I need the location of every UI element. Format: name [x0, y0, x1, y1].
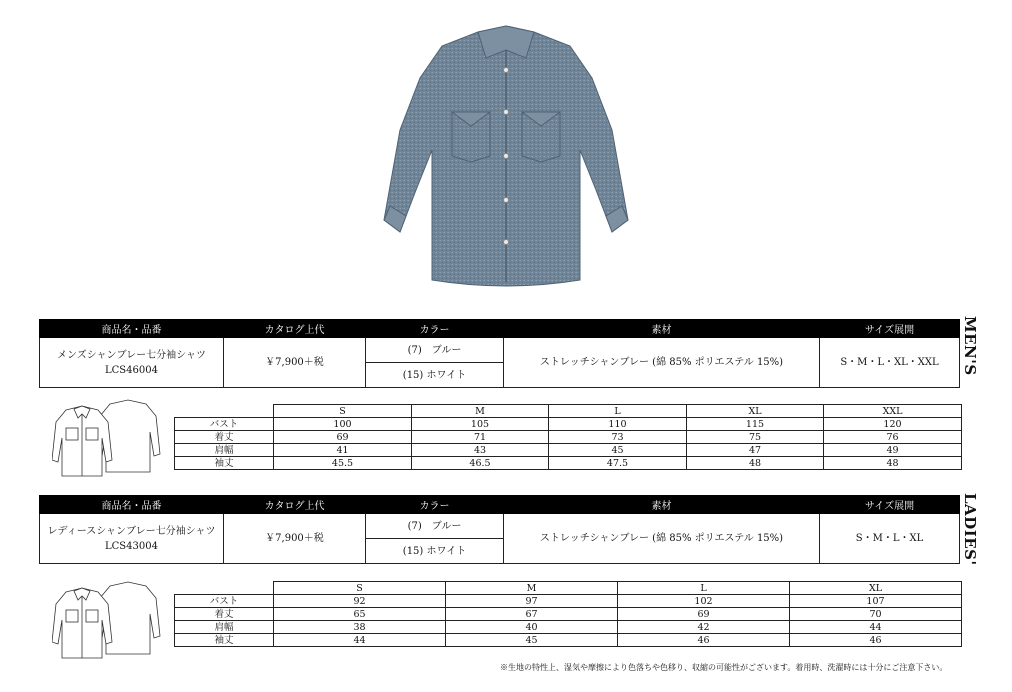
table-cell: 100 — [274, 418, 412, 431]
table-cell: 69 — [618, 608, 790, 621]
mens-side-label: MEN'S — [961, 316, 979, 376]
table-row — [175, 608, 962, 621]
header-price: カタログ上代 — [224, 320, 366, 338]
table-row — [175, 444, 962, 457]
table-row — [175, 457, 962, 470]
ladies-product-code: LCS43004 — [105, 540, 158, 552]
mens-color-1: (7) ブルー — [366, 338, 504, 363]
mens-product-cell — [40, 338, 224, 388]
mens-sizes-available: S・M・L・XL・XXL — [820, 338, 960, 388]
header-material: 素材 — [504, 320, 820, 338]
table-cell: 65 — [274, 608, 446, 621]
header-sizes: サイズ展開 — [820, 320, 960, 338]
table-row — [175, 418, 962, 431]
ladies-info-table — [39, 495, 960, 564]
header-sizes: サイズ展開 — [820, 496, 960, 514]
row-label: バスト — [175, 595, 274, 608]
table-cell: 97 — [446, 595, 618, 608]
table-cell: 46 — [790, 634, 962, 647]
row-label: 肩幅 — [175, 621, 274, 634]
table-cell: 45.5 — [274, 457, 412, 470]
table-row — [175, 595, 962, 608]
mens-shirt-sketch-icon — [52, 398, 162, 478]
table-row — [175, 431, 962, 444]
table-cell: 73 — [549, 431, 687, 444]
ladies-size-table — [174, 581, 962, 647]
mens-material: ストレッチシャンブレー (綿 85% ポリエステル 15%) — [504, 338, 820, 388]
header-color: カラー — [366, 320, 504, 338]
row-label: 肩幅 — [175, 444, 274, 457]
table-cell: 45 — [446, 634, 618, 647]
ladies-size-col-m: M — [446, 582, 618, 595]
table-cell: 38 — [274, 621, 446, 634]
table-cell: 45 — [549, 444, 687, 457]
size-table-corner — [175, 582, 274, 595]
row-label: 着丈 — [175, 431, 274, 444]
mens-color-2: (15) ホワイト — [366, 363, 504, 388]
ladies-side-label: LADIES' — [961, 493, 979, 566]
care-footnote: ※生地の特性上、湿気や摩擦により色落ちや色移り、収縮の可能性がございます。着用時、洗濯時には十分にご注意下さい。 — [500, 663, 948, 672]
mens-size-table — [174, 404, 962, 470]
table-cell: 107 — [790, 595, 962, 608]
row-label: 着丈 — [175, 608, 274, 621]
ladies-product-cell — [40, 514, 224, 564]
table-cell: 115 — [687, 418, 824, 431]
header-product-name: 商品名・品番 — [40, 320, 224, 338]
mens-size-col-xl: XL — [687, 405, 824, 418]
mens-size-col-s: S — [274, 405, 412, 418]
mens-size-col-m: M — [412, 405, 549, 418]
table-row — [175, 634, 962, 647]
table-cell: 120 — [824, 418, 962, 431]
table-cell: 47 — [687, 444, 824, 457]
ladies-size-col-xl: XL — [790, 582, 962, 595]
table-cell: 40 — [446, 621, 618, 634]
table-cell: 42 — [618, 621, 790, 634]
table-cell: 102 — [618, 595, 790, 608]
ladies-size-col-l: L — [618, 582, 790, 595]
mens-product-code: LCS46004 — [105, 364, 158, 376]
mens-price: ￥7,900＋税 — [224, 338, 366, 388]
table-cell: 69 — [274, 431, 412, 444]
table-cell: 110 — [549, 418, 687, 431]
table-cell: 92 — [274, 595, 446, 608]
ladies-product-name: レディースシャンブレー七分袖シャツ — [47, 525, 216, 537]
table-row — [175, 621, 962, 634]
ladies-color-1: (7) ブルー — [366, 514, 504, 539]
ladies-price: ￥7,900＋税 — [224, 514, 366, 564]
table-cell: 43 — [412, 444, 549, 457]
table-cell: 49 — [824, 444, 962, 457]
header-material: 素材 — [504, 496, 820, 514]
table-cell: 46 — [618, 634, 790, 647]
row-label: 袖丈 — [175, 457, 274, 470]
table-cell: 46.5 — [412, 457, 549, 470]
ladies-material: ストレッチシャンブレー (綿 85% ポリエステル 15%) — [504, 514, 820, 564]
table-cell: 41 — [274, 444, 412, 457]
ladies-color-2: (15) ホワイト — [366, 539, 504, 564]
table-cell: 47.5 — [549, 457, 687, 470]
table-cell: 67 — [446, 608, 618, 621]
table-cell: 48 — [824, 457, 962, 470]
mens-product-name: メンズシャンブレー七分袖シャツ — [57, 349, 206, 361]
header-price: カタログ上代 — [224, 496, 366, 514]
table-cell: 44 — [790, 621, 962, 634]
mens-info-table — [39, 319, 960, 388]
row-label: 袖丈 — [175, 634, 274, 647]
row-label: バスト — [175, 418, 274, 431]
mens-size-col-l: L — [549, 405, 687, 418]
ladies-size-col-s: S — [274, 582, 446, 595]
table-cell: 44 — [274, 634, 446, 647]
header-color: カラー — [366, 496, 504, 514]
mens-size-col-xxl: XXL — [824, 405, 962, 418]
table-cell: 76 — [824, 431, 962, 444]
ladies-shirt-sketch-icon — [52, 580, 162, 660]
table-cell: 48 — [687, 457, 824, 470]
table-cell: 71 — [412, 431, 549, 444]
shirt-photo — [380, 20, 632, 290]
ladies-sizes-available: S・M・L・XL — [820, 514, 960, 564]
table-cell: 70 — [790, 608, 962, 621]
size-table-corner — [175, 405, 274, 418]
header-product-name: 商品名・品番 — [40, 496, 224, 514]
table-cell: 75 — [687, 431, 824, 444]
table-cell: 105 — [412, 418, 549, 431]
